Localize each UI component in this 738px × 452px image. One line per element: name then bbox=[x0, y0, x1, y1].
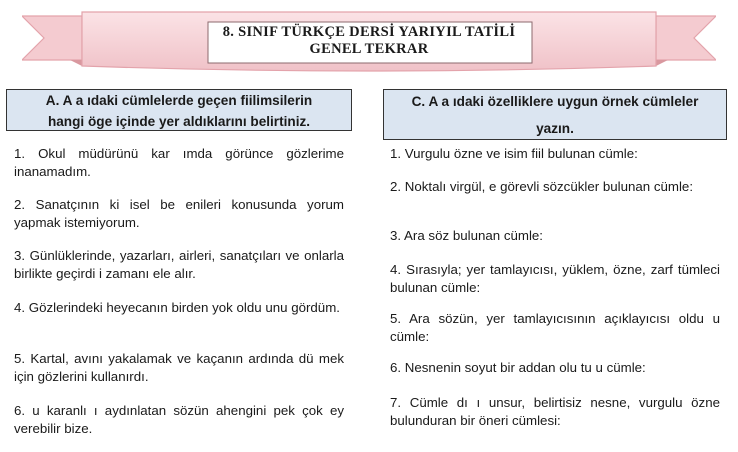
section-a-question-4: 4. Gözlerindeki heyecanın birden yok oldu unu gördüm. bbox=[14, 300, 340, 315]
section-c-header-line2: yazın. bbox=[536, 121, 574, 136]
banner-title-line1: 8. SINIF TÜRKÇE DERSİ YARIYIL TATİLİ bbox=[222, 24, 516, 40]
section-a-question-3: 3. Günlüklerinde, yazarları, airleri, sanatçıları ve onlarla birlikte geçirdi i zamanı ele alır. bbox=[14, 248, 344, 281]
banner-title-line2: GENEL TEKRAR bbox=[309, 41, 429, 57]
section-a-header-line1: A. A a ıdaki cümlelerde geçen fiilimsilerin bbox=[45, 93, 313, 108]
section-c-header-line1: C. A a ıdaki özelliklere uygun örnek cümleler bbox=[411, 94, 699, 109]
section-a-question-2: 2. Sanatçının ki isel be enileri konusunda yorum yapmak istemiyorum. bbox=[14, 197, 344, 230]
section-c-question-4: 4. Sırasıyla; yer tamlayıcısı, yüklem, özne, zarf tümleci bulunan cümle: bbox=[390, 262, 720, 295]
section-a-question-5: 5. Kartal, avını yakalamak ve kaçanın ardında dü mek için gözlerini kullanırdı. bbox=[14, 351, 344, 384]
section-c-question-6: 6. Nesnenin soyut bir addan olu tu u cümle: bbox=[390, 360, 646, 375]
section-c-question-5: 5. Ara sözün, yer tamlayıcısının açıklayıcısı oldu u cümle: bbox=[390, 311, 720, 344]
section-a-header bbox=[6, 89, 352, 131]
section-c-question-7: 7. Cümle dı ı unsur, belirtisiz nesne, vurgulu özne bulunduran bir öneri cümlesi: bbox=[390, 395, 720, 428]
title-banner bbox=[22, 10, 716, 72]
section-a-question-1: 1. Okul müdürünü kar ımda görünce gözlerime inanamadım. bbox=[14, 146, 344, 179]
section-c-question-3: 3. Ara söz bulunan cümle: bbox=[390, 228, 544, 243]
section-c-question-2: 2. Noktalı virgül, e görevli sözcükler bulunan cümle: bbox=[390, 179, 694, 194]
section-c-header bbox=[383, 89, 727, 140]
section-a-question-6: 6. u karanlı ı aydınlatan sözün ahengini pek çok ey verebilir bize. bbox=[14, 403, 344, 436]
section-c-question-1: 1. Vurgulu özne ve isim fiil bulunan cümle: bbox=[390, 146, 638, 161]
section-a-header-line2: hangi öge içinde yer aldıklarını belirtiniz. bbox=[47, 114, 311, 129]
